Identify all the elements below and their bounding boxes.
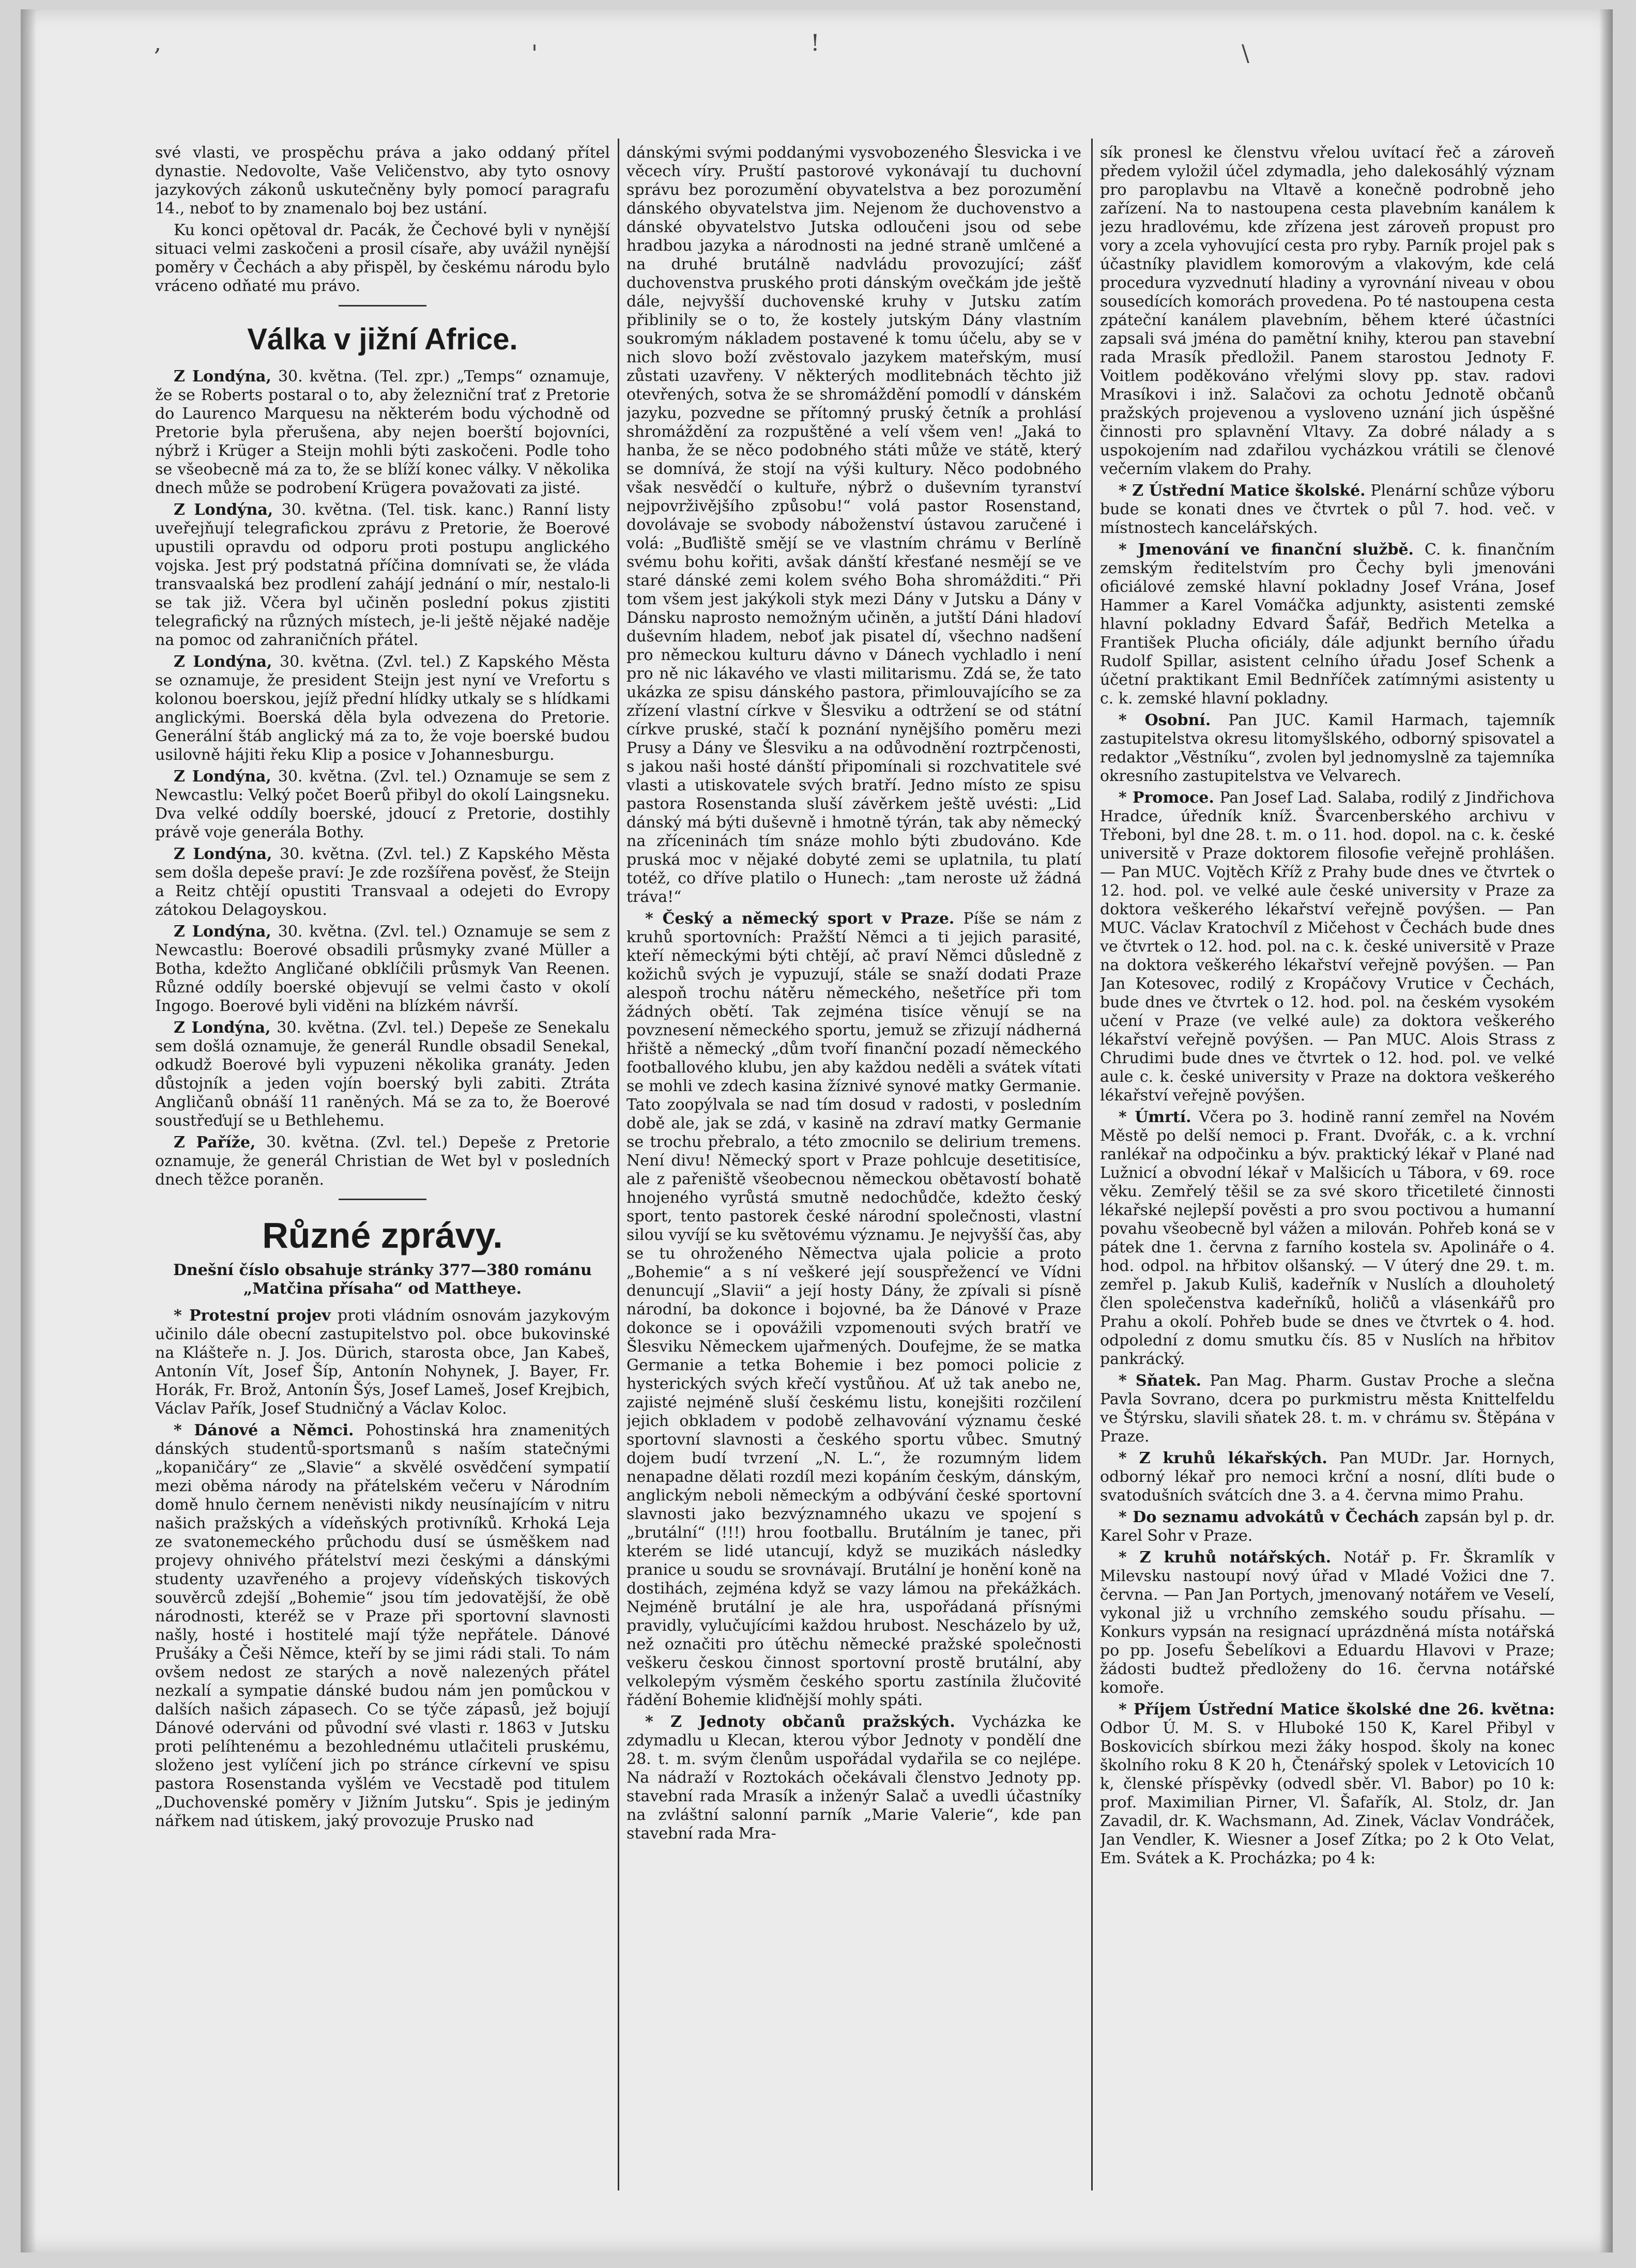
news-item: [1100, 1700, 1555, 1868]
article-continuation-paragraph: dánskými svými poddanými vysvobozeného Šlesvicka i ve věcech víry. Pruští pastorové vykonávají tu duchovní správu bez porozumění obyvatelstva a bez porozumění dánského obyvatelstva jim. Nejenom že duchovenstvo a dánské obyvatelstvo Jutska odloučeni jsou od sebe hradbou jazyka a národnosti na jedné straně umlčené a na druhé brutálně nadvládu provozující; zášť duchovenstva pruského proti dánským ovečkám jde ještě dále, nejvyšší duchovenské kruhy v Jutsku zatím přiblinily se o to, že kostely jutským Dány vlastním soukromým nákladem postavené k tomu účelu, aby se v nich slovo boží zvěstovalo jazykem mateřským, musí zůstati uzavřeny. V některých modlitebnách těchto již otevřených, sotva že se shromáždění pomodlí v dánském jazyku, pozvedne se přítomný pruský četník a prohlásí shromáždění za rozpuštěné a velí všem ven! „Jaká to hanba, že se něco podobného státi může ve státě, který se domnívá, že stojí na výši kultury. Něco podobného však nesvědčí o kultuře, nýbrž o duševním tyranství nejpovrživějšího způsobu!“ volá pastor Rosenstand, dovolávaje se svobody náboženství ústavou zaručené i volá: „Buďliště smějí se ve vlastním chrámu v Berlíně svému bohu kořiti, avšak dánští křesťané nesmějí se ve staré dánské zemi kolem svého Boha shromážditi.“ Při tom všem jest jakýkoli styk mezi Dány v Jutsku a Dány v Dánsku naprosto nemožným učiněn, a jutští Dáni hladoví duševním hladem, neboť jak pisatel dí, všechno nadšení pro německou kulturu dávno v Dánech vychladlo i není pro ně nic lákavého ve vlasti militarismu. Zdá se, že tato ukázka ze spisu dánského pastora, přimlouvajícího se za zřízení vlastní církve v Šlesviku a odtržení se od státní církve pruské, stačí k poznání nynějšího poměru mezi Prusy a Dány ve Šlesviku a na odůvodnění roztrpčenosti, s jakou naši hosté dánští připomínali si rozchvatitele své vlasti a utiskovatele svých bratří. Jedno místo ze spisu pastora Rosenstanda sluší závěrkem ještě uvésti: „Lid dánský má býti duševně i hmotně týrán, tak aby německý na zříceninách tím snáze mohlo býti zbudováno. Kde pruská moc v nějaké dobyté zemi se uplatnila, tu platí totéž, co dříve platilo o Hunech: „tam neroste už žádná tráva!“: [626, 144, 1081, 906]
war-report-item: [155, 653, 610, 764]
war-report-item: [155, 845, 610, 920]
news-lead: * Dánové a Němci.: [174, 1421, 354, 1439]
news-text: Pan Mag. Pharm. Gustav Proche a slečna Pavla Sovrano, dcera po purkmistru města Knittelfeldu ve Štýrsku, slavili sňatek 28. t. m. v chrámu sv. Štěpána v Praze.: [1100, 1372, 1555, 1446]
news-lead: * Český a německý sport v Praze.: [645, 910, 955, 928]
news-lead: * Jmenování ve finanční službě.: [1119, 541, 1414, 559]
novel-notice: Dnešní číslo obsahuje stránky 377—380 románu „Matčina přísaha“ od Mattheye.: [173, 1261, 592, 1298]
report-lead: Z Londýna,: [174, 1019, 271, 1037]
newspaper-page: [21, 9, 1613, 2252]
report-lead: Z Londýna,: [174, 923, 271, 941]
news-lead: * Sňatek.: [1119, 1372, 1201, 1390]
report-text: 30. května. (Tel. tisk. kanc.) Ranní listy uveřejňují telegrafickou zprávu z Pretorie, že Boerové upustili opravdu od odporu proti postupu anglického vojska. Jest prý podstatná příčina domnívati se, že vláda transvaalská bez prodlení zahájí jednání o mír, nestalo-li se tak již. Včera byl učiněn poslední pokus zjistiti telegrafický na různých místech, je-li ještě nějaké naděje na pomoc od zahraničních přátel.: [155, 501, 610, 649]
news-text: Pan MUDr. Jar. Hornych, odborný lékař pro nemoci krční a nosní, dlíti bude o svatodušních svátcích dne 3. a 4. června mimo Prahu.: [1100, 1449, 1555, 1505]
news-lead: * Příjem Ústřední Matice školské dne 26. května:: [1119, 1700, 1555, 1719]
news-item: [1100, 541, 1555, 708]
news-item: [1100, 1549, 1555, 1697]
news-lead: * Z kruhů notářských.: [1119, 1549, 1332, 1567]
news-lead: * Z kruhů lékařských.: [1119, 1449, 1327, 1467]
news-item: [1100, 1372, 1555, 1446]
war-report-item: [155, 768, 610, 842]
news-text: Vycházka ke zdymadlu u Klecan, kterou výbor Jednoty v pondělí dne 28. t. m. svým členům uspořádal vydařila se co nejlépe. Na nádraží v Roztokách očekávali členstvo Jednoty pp. stavební rada Mrasík a inženýr Salač a uvedli účastníky na zvláštní salonní parník „Marie Valerie“, kde pan stavební rada Mra-: [626, 1713, 1081, 1843]
section-divider: [339, 1199, 426, 1200]
report-lead: Z Londýna,: [174, 653, 272, 671]
column-2: [626, 144, 1081, 2175]
war-report-item: [155, 1133, 610, 1189]
news-item: [155, 1421, 610, 1831]
news-lead: * Protestní projev: [174, 1307, 331, 1325]
column-rule-1: [618, 139, 619, 2190]
print-mark-top-mid1: ': [531, 40, 538, 67]
news-text: Pan Josef Lad. Salaba, rodilý z Jindřichova Hradce, úředník kníž. Švarcenberského archivu v Třeboni, byl dne 28. t. m. o 11. hod. dopol. na c. k. české universitě v Praze doktorem filosofie veřejně prohlášen. — Pan MUC. Vojtěch Kříž z Prahy bude dnes ve čtvrtek o 12. hod. pol. ve velké aule české university v Praze za doktora veškerého lékařství veřejně povýšen. — Pan MUC. Václav Kratochvíl z Mičehost v Čechách bude dnes ve čtvrtek o 12. hod. pol. na c. k. české universitě v Praze na doktora veškerého lékařství veřejně povýšen. — Pan Jan Kotesovec, rodilý z Kropáčovy Vrutice v Čechách, bude dnes ve čtvrtek o 12. hod. pol. na českém vysokém učení v Praze (ve velké aule) za doktora veškerého lékařství veřejně povýšen. — Pan MUC. Alois Strass z Chrudimi bude dnes ve čtvrtek o 12. hod. pol. ve velké aule c. k. české university v Praze na doktora veškerého lékařství veřejně povýšen.: [1100, 789, 1555, 1105]
news-lead: * Do seznamu advokátů v Čechách: [1119, 1508, 1419, 1526]
column-rule-2: [1091, 139, 1093, 2190]
news-text: Pan JUC. Kamil Harmach, tajemník zastupitelstva okresu litomyšlského, odborný spisovatel a redaktor „Věstníku“, zvolen byl jednomyslně za tajemníka okresního zastupitelstva ve Velvarech.: [1100, 711, 1555, 785]
report-lead: Z Londýna,: [174, 768, 271, 786]
news-item: [626, 910, 1081, 1710]
news-lead: * Úmrtí.: [1119, 1108, 1191, 1126]
news-text: Píše se nám z kruhů sportovních: Pražští Němci a ti jejich parasité, kteří německými býti chtějí, ač praví Němci důsledně z kožichů svých je vypuzují, stále se snaží dodati Praze alespoň trochu nátěru německého, nešetříce při tom žádných obětí. Tak zejména tisíce věnují se na povznesení německého sportu, jemuž se zřizují nádherná hřiště a německý „dům tvoří finanční pozadí německého footballového klubu, jen aby každou neděli a svátek vítati se mohli ve zdech kasina žíznivé synové matky Germanie. Tato zoopýlvala se nad tím dosud v radosti, v posledním době ale, jak se zdá, v kasině na zdraví matky Germanie se trochu přebralo, a této zmocnilo se delirium tremens. Není divu! Německý sport v Praze pohlcuje desetitisíce, ale z pařeniště všeobecnou německou obětavostí bohatě hnojeného vyrůstá smutně nedochůdče, kdežto český sport, tento pastorek české národní společnosti, vlastní silou vyvíjí se ku světovému významu. Je nejvyšší čas, aby se tu ohroženého Němectva ujala policie a proto „Bohemie“ a s ní veškeré její souspřežencí ve Vídni denuncují „Slavii“ a její hosty Dány, že zpívali si písně národní, ba dokonce i bojovné, ba že Dánové v Praze dokonce se i opovážili vzpomenouti svých bratří ve Šlesviku Německem ujařmených. Doufejme, že se matka Germanie a tetka Bohemie i bez pomoci policie z hysterických svých křečí vystůňou. Ať už tak anebo ne, zajisté nejméně sluší českému listu, konejšiti rozčilení jejich obkladem v podobě zelhavování významu české sportovní slavnosti a českého sportu vůbec. Smutný dojem budí tvrzení „N. L.“, že rozumným lidem nenapadne dělati rozdíl mezi kopáním českým, dánským, anglickým neboli německým a odbývání české sportovní slavnosti jako bezvýznamného ukazu ve spojení s „brutální“ (!!!) hrou footballu. Brutálním je tanec, při kterém se lidé utancují, když se muzikách následky pranice u soudu se srovnávají. Brutální je honění koně na dostihách, zejména když se vazy lámou na překážkách. Nejméně brutální je ale hra, uspořádaná přísnými pravidly, vylučujícími každou hrubost. Nescházelo by už, než označiti pro útěchu německé pražské společnosti veškeru českou činnost sportovní prostě brutální, aby velkolepým výsměm českého sportu zastínila žlučovité řádění Bohemie kliďnější mohly spáti.: [626, 910, 1081, 1709]
report-lead: Z Paříže,: [174, 1133, 256, 1152]
news-lead: * Osobní.: [1119, 711, 1211, 729]
news-item: [1100, 711, 1555, 786]
news-item: [1100, 1108, 1555, 1369]
report-text: 30. května. (Zvl. tel.) Z Kapského Města sem došla depeše praví: Je zde rozšířena pověsť, že Steijn a Reitz chtějí opustiti Transvaal a odejeti do Evropy zátokou Delagoyskou.: [155, 845, 610, 919]
report-text: 30. května. (Zvl. tel.) Z Kapského Města se oznamuje, že president Steijn jest nyní ve Vrefortu s kolonou boerskou, jejíž přední hlídky utkaly se s hlídkami anglickými. Boerská děla byla odvezena do Pretorie. Generální štáb anglický má za to, že voje boerské budou usilovně hájiti řeku Klip a posice v Johannesburgu.: [155, 653, 610, 764]
print-mark-top-left: ,: [154, 30, 161, 56]
news-item: [155, 1307, 610, 1418]
report-lead: Z Londýna,: [174, 501, 273, 519]
news-item: [1100, 482, 1555, 538]
news-text: C. k. finančním zemským ředitelstvím pro Čechy byli jmenováni oficiálové zemské hlavní pokladny Josef Vrána, Josef Hammer a Karel Vomáčka adjunkty, asistenti zemské hlavní pokladny Edvard Šafář, Bedřich Metelka a František Plucha oficiály, dále adjunkt berního úřadu Rudolf Spillar, asistent celního úřadu Josef Schenk a účetní praktikant Emil Bednříček zatímnými asistenty u c. k. zemské hlavní pokladny.: [1100, 541, 1555, 708]
column-3: [1100, 144, 1555, 2175]
news-text: Včera po 3. hodině ranní zemřel na Novém Městě po delší nemoci p. Frant. Dvořák, c. a k. vrchní ranlékař na odpočinku a býv. praktický lékař v Plané nad Lužnicí a obvodní lékař v Malšicích u Tábora, v 69. roce věku. Zemřelý těšil se za své skoro třicetileté činnosti lékařské nejlepší pověsti a pro svou poctivou a humanní povahu všeobecně byl vážen a milován. Pohřeb koná se v pátek dne 1. června z farního kostela sv. Apolináře o 4. hod. odpol. na hřbitov olšanský. — V úterý dne 29. t. m. zemřel p. Jakub Kuliš, kadeřník v Nuslích a dlouholetý člen společenstva kadeřníků, holičů a vlásenkářů pro Prahu a okolí. Pohřeb bude se dnes ve čtvrtek o 4. hod. odpolední z domu smutku čís. 85 v Nuslích na hřbitov pankrácký.: [1100, 1108, 1555, 1368]
report-text: 30. května. (Zvl. tel.) Depeše z Pretorie oznamuje, že generál Christian de Wet byl v posledních dnech těžce poraněn.: [155, 1133, 610, 1189]
news-lead: * Z Jednoty občanů pražských.: [645, 1713, 955, 1731]
news-text: Odbor Ú. M. S. v Hluboké 150 K, Karel Přibyl v Boskovicích sbírkou mezi žáky hospod. školy na konec školního roku 8 K 20 h, Čtenářský spolek v Letovicích 10 k, členské příspěvky (odvedl sběr. Vl. Babor) po 10 k: prof. Maximilian Pirner, Vl. Šafařík, Al. Stolz, dr. Jan Zavadil, dr. K. Wachsmann, Ad. Zinek, Václav Vondráček, Jan Vendler, K. Wiesner a Josef Zítka; po 2 k Oto Velat, Em. Svátek a K. Procházka; po 4 k:: [1100, 1719, 1555, 1867]
report-text: 30. května. (Zvl. tel.) Oznamuje se sem z Newcastlu: Boerové obsadili průsmyky zvané Müller a Botha, kdežto Angličané obklíčili průsmyk Van Reenen. Různé oddíly boerské objevují se velmi často v okolí Ingogo. Boerové byli viděni na blízkém návrší.: [155, 923, 610, 1015]
article-paragraph: Ku konci opětoval dr. Pacák, že Čechové byli v nynější situaci velmi zaskočeni a prosil císaře, aby uvážil nynější poměry v Čechách a aby přispěl, by českému národu bylo vráceno odňaté mu právo.: [155, 221, 610, 295]
news-item: [626, 1713, 1081, 1843]
report-text: 30. května. (Zvl. tel.) Oznamuje se sem z Newcastlu: Velký počet Boerů přibyl do okolí Laingsneku. Dva velké oddíly boerské, jdoucí z Pretorie, dostihly právě voje generála Bothy.: [155, 768, 610, 841]
section-heading-various: Různé zprávy.: [262, 1215, 503, 1255]
section-heading-war: Válka v jižní Africe.: [247, 323, 518, 356]
report-lead: Z Londýna,: [174, 845, 272, 863]
page-edge-shadow-left: [21, 9, 36, 2252]
news-item: [1100, 1449, 1555, 1505]
news-text: Notář p. Fr. Škramlík v Milevsku nastoupí nový úřad v Mladé Vožici dne 7. června. — Pan Jan Portych, jmenovaný notářem ve Veselí, vykonal již u vrchního zemského soudu přísahu. — Konkurs vypsán na resignací uprázdněná místa notářská po pp. Josefu Šebelíkovi a Eduardu Hlavovi v Praze; žádosti budtež předloženy do 16. června notářské komoře.: [1100, 1549, 1555, 1697]
news-item: [1100, 789, 1555, 1105]
war-report-item: [155, 367, 610, 498]
print-mark-top-right: \: [1242, 40, 1249, 67]
column-1: [155, 144, 610, 2175]
news-lead: * Promoce.: [1119, 789, 1214, 807]
report-text: 30. května. (Zvl. tel.) Depeše ze Senekalu sem došlá oznamuje, že generál Rundle obsadil Senekal, odkudž Boerové byli vypuzeni několika granáty. Jeden důstojník a jeden vojín boerský byli zabiti. Ztráta Angličanů obnáší 11 raněných. Má se za to, že Boerové soustřeďují se u Bethlehemu.: [155, 1019, 610, 1130]
report-text: 30. května. (Tel. zpr.) „Temps“ oznamuje, že se Roberts postaral o to, aby železniční trať z Pretorie do Laurenco Marquesu na některém bodu východně od Pretorie byla přerušena, aby nejen boerští bojovníci, nýbrž i Krüger a Steijn mohli býti zaskočeni. Podle toho se všeobecně má za to, že se blíží konec války. V několika dnech může se podrobení Krügera považovati za jisté.: [155, 367, 610, 497]
news-text: zapsán byl p. dr. Karel Sohr v Praze.: [1100, 1508, 1555, 1545]
news-text: Pohostinská hra znamenitých dánských studentů-sportsmanů s naším statečnými „kopaničáry“ ze „Slavie“ a skvělé osvědčení sympatií mezi oběma národy na přátelském večeru v Národním domě hnulo černem neněvisti nikdy neusínajícím v nitru našich pražských a vídeňských protivníků. Krhoká Leja ze svatonemeckého průchodu dusí se úsměškem nad projevy ohnivého přátelství mezi českými a dánskými studenty uzavřeného a projevy vídeňských tiskových souvěrců zdejší „Bohemie“ jsou tím jedovatější, že obě národnosti, kteréž se v Praze při sportovní slavnosti našly, hosté i hostitelé mají týže nepřátele. Dánové Prušáky a Češi Němce, kteří by se jimi rádi stali. To nám ovšem nedost ze starých a nově nalezených přátel nezkalí a sympatie dánské budou nám jen pomůckou v dalších našich zápasech. Co se týče zápasů, jež bojují Dánové oderváni od původní své vlasti r. 1863 v Jutsku proti pelíhtenému a bezohlednému utlačiteli pruskému, složeno jest vylíčení jich po stránce církevní ve spisu pastora Rosenstanda vyšlém ve Vecstadě pod titulem „Duchovenské poměry v Jižním Jutsku“. Spis je jediným nářkem nad útiskem, jaký provozuje Prusko nad: [155, 1421, 610, 1830]
news-text: proti vládním osnovám jazykovým učinilo dále obecní zastupitelstvo pol. obce bukovinské na Klášteře n. J. Jos. Dürich, starosta obce, Jan Kabeš, Antonín Vít, Josef Šíp, Antonín Nohynek, J. Bayer, Fr. Horák, Fr. Brož, Antonín Šýs, Josef Lameš, Josef Krejbich, Václav Pařík, Josef Studničný a Václav Koloc.: [155, 1307, 610, 1418]
article-continuation-paragraph: sík pronesl ke členstvu vřelou uvítací řeč a zároveň předem vyložil účel zdymadla, jeho dalekosáhlý význam pro paroplavbu na Vltavě a konečně podrobně jeho zařízení. Na to nastoupena cesta plavebním kanálem k jezu hradlovému, kde zřízena jest zároveň propust pro vory a zcela vyhovující cesta pro ryby. Parník projel pak s účastníky plavidlem komorovým a vlakovým, kde celá procedura vyzvednutí hladiny a vyrovnání niveau v obou sousedících komorách provedena. Po té nastoupena cesta zpáteční kanálem plavebním, během které účastníci zapsali svá jména do pamětní knihy, kterou pan stavební rada Mrasík předložil. Panem starostou Jednoty F. Voitlem poděkováno vřelými slovy pp. stav. radovi Mrasíkovi i inž. Salačovi za ochotu Jednotě občanů pražských projevenou a vysloveno uznání jich úspěšné činnosti pro splavnění Vltavy. Za dobré nálady a s uspokojením nad zdařilou vycházkou vrátili se členové večerním vlakem do Prahy.: [1100, 144, 1555, 478]
war-report-item: [155, 923, 610, 1016]
news-item: [1100, 1508, 1555, 1545]
news-lead: * Z Ústřední Matice školské.: [1119, 482, 1366, 500]
section-divider: [339, 305, 426, 307]
page-edge-shadow-right: [1599, 9, 1613, 2252]
news-text: Plenární schůze výboru bude se konati dnes ve čtvrtek o půl 7. hod. več. v místnostech kancelářských.: [1100, 482, 1555, 537]
war-report-item: [155, 501, 610, 650]
war-report-item: [155, 1019, 610, 1130]
report-lead: Z Londýna,: [174, 367, 271, 386]
article-continuation-paragraph: své vlasti, ve prospěchu práva a jako oddaný přítel dynastie. Nedovolte, Vaše Veličenstvo, aby tyto osnovy jazykových zákonů uskutečněny byly pomocí paragrafu 14., neboť to by znamenalo boj bez ustání.: [155, 144, 610, 218]
print-mark-top-mid2: !: [811, 30, 820, 56]
